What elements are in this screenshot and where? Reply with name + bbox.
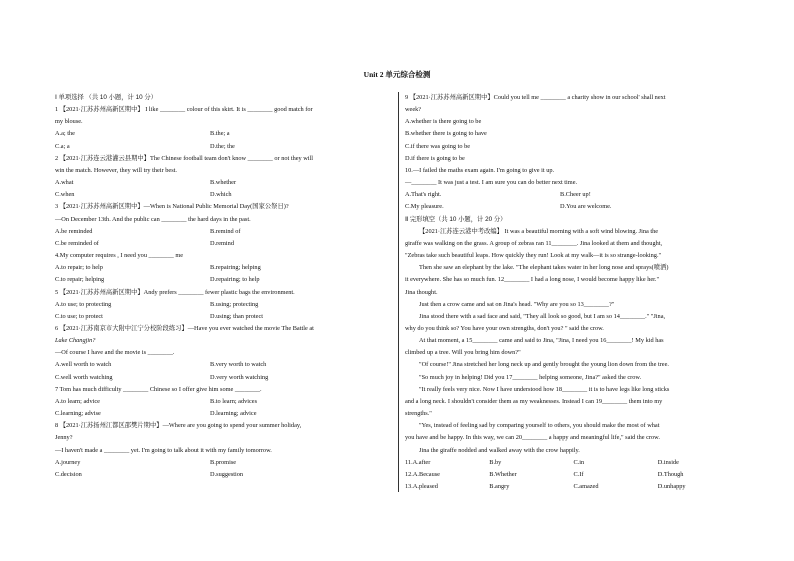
question-8-line: Jenny? bbox=[55, 434, 73, 442]
option-b: B.Cheer up! bbox=[560, 191, 591, 199]
question-10-line: —________ It was just a test. I am sure you can do better next time. bbox=[405, 179, 578, 187]
option-c: C.learning; advise bbox=[55, 410, 101, 418]
option-b: B.by bbox=[489, 458, 502, 466]
question-6-line: Lake Changjin? bbox=[55, 337, 96, 345]
question-13-options bbox=[405, 481, 742, 493]
option-d: D.the; the bbox=[210, 142, 235, 150]
question-3-line: 3 【2021·江苏苏州高新区期中】—When is National Public Memorial Day(国家公祭日)? bbox=[55, 203, 289, 211]
passage-line: climbed up a tree. Will you bring him down?" bbox=[405, 349, 521, 357]
option-d: D.which bbox=[210, 191, 232, 199]
question-11-options bbox=[405, 457, 742, 469]
option-c: C.when bbox=[55, 191, 75, 199]
option-b: B.the; a bbox=[210, 130, 230, 138]
question-10-line: 10.—I failed the maths exam again. I'm going to give it up. bbox=[405, 166, 555, 174]
passage-line: why do you think so? You have your own strengths, don't you? " said the crow. bbox=[405, 324, 604, 332]
option-b: B.repairing; helping bbox=[210, 264, 261, 272]
passage-line: "So much joy in helping! Did you 17________ helping someone, Jina?" asked the crow. bbox=[419, 373, 642, 381]
question-7-options bbox=[55, 396, 392, 408]
question-2-line: 2 【2021·江苏连云港灌云县期中】The Chinese football team don't know ________ or not they will bbox=[55, 154, 314, 162]
question-5-options bbox=[55, 311, 392, 323]
option-c: C.be reminded of bbox=[55, 239, 99, 247]
section-heading-single-choice: Ⅰ 单项选择 （共 10 小题，计 10 分） bbox=[55, 94, 157, 101]
question-7-options bbox=[55, 408, 392, 420]
option-d: D.learning; advice bbox=[210, 410, 257, 418]
option-c: C.to repair; helping bbox=[55, 276, 105, 284]
option-d: D.repairing; to help bbox=[210, 276, 260, 284]
option-b: B.angry bbox=[489, 483, 510, 490]
question-8-options bbox=[55, 457, 392, 469]
question-5-options bbox=[55, 299, 392, 311]
option-a: A.be reminded bbox=[55, 227, 93, 235]
question-1-line: my blouse. bbox=[55, 118, 83, 126]
question-2-options bbox=[55, 177, 392, 189]
passage-line: "Yes, instead of feeling sad by comparing yourself to others, you should make the most of what bbox=[419, 422, 660, 430]
column-divider bbox=[398, 92, 399, 492]
option-b: B.remind of bbox=[210, 227, 241, 235]
option-c: C.amazed bbox=[573, 483, 599, 490]
option-d: D.remind bbox=[210, 239, 234, 247]
question-10-options bbox=[405, 201, 742, 213]
option-b: B.Whether bbox=[489, 470, 517, 478]
question-4-options bbox=[55, 262, 392, 274]
passage-line: "Of course!" Jina stretched her long neck up and gently brought the young lion down from the tree. bbox=[419, 361, 669, 369]
option-b: B.to learn; advices bbox=[210, 397, 258, 405]
question-1-options bbox=[55, 141, 392, 153]
option-c: C.decision bbox=[55, 470, 82, 478]
passage-line: At that moment, a 15________ came and said to Jina, "Jina, I need you 16________! My kid has bbox=[419, 337, 664, 345]
option-b: B.promise bbox=[210, 458, 237, 466]
question-3-options bbox=[55, 226, 392, 238]
option-a: A.That's right. bbox=[405, 191, 442, 199]
question-4-options bbox=[55, 274, 392, 286]
option-a: A.to use; to protecting bbox=[55, 300, 112, 308]
question-8-options bbox=[55, 469, 392, 481]
option-a: A.what bbox=[55, 179, 74, 187]
option-c: C.My pleasure. bbox=[405, 203, 444, 211]
option-c: C.well worth watching bbox=[55, 373, 113, 381]
option-a: 12.A.Because bbox=[405, 470, 440, 478]
option-c: C.in bbox=[573, 458, 585, 466]
question-9-line: week? bbox=[405, 106, 422, 114]
document-title: Unit 2 单元综合检测 bbox=[363, 70, 431, 79]
question-9-option-a: A.whether is there going to be bbox=[405, 118, 482, 126]
question-12-options bbox=[405, 469, 742, 481]
question-10-options bbox=[405, 189, 742, 201]
passage-line: Jina stood there with a sad face and said, "They all look so good, but I am so 14________." "Jina, bbox=[419, 312, 666, 320]
question-8-line: —I haven't made a ________ yet. I'm going to talk about it with my family tomorrow. bbox=[55, 446, 272, 454]
option-b: B.whether bbox=[210, 179, 237, 187]
question-1-options bbox=[55, 128, 392, 140]
option-a: A.well worth to watch bbox=[55, 361, 112, 369]
option-d: D.You are welcome. bbox=[560, 203, 612, 211]
option-d: D.inside bbox=[657, 458, 679, 466]
section-heading-cloze: Ⅱ 完形填空（共 10 小题，计 20 分） bbox=[405, 215, 507, 223]
question-7-line: 7 Tom has much difficulty ________ Chinese so I offer give him some ________. bbox=[55, 385, 262, 393]
passage-line: "It really feels very nice. Now I have understood how 18________ it is to have legs like long sticks bbox=[419, 385, 670, 393]
question-5-line: 5 【2021·江苏苏州高新区期中】Andy prefers ________ fewer plastic bags the environment. bbox=[55, 288, 295, 296]
cloze-passage bbox=[405, 226, 742, 457]
passage-line: "Zebras take such beautiful leaps. How quickly they run! Look at my walk—it is so strange-looking." bbox=[405, 252, 662, 260]
question-6-options bbox=[55, 372, 392, 384]
left-column bbox=[55, 92, 392, 481]
question-6-options bbox=[55, 359, 392, 371]
passage-line: it everywhere. She has so much fun. 12________ I had a long nose, I would become happy like her." bbox=[405, 276, 660, 284]
question-4-line: 4.My computer requires , I need you ________ me bbox=[55, 252, 184, 260]
passage-line: you have and be happy. In this way, we can 20________ a happy and meaningful life," said the crow. bbox=[405, 434, 660, 442]
question-3-line: —On December 13th. And the public can ________ the hard days in the past. bbox=[55, 215, 251, 223]
option-a: A.to repair; to help bbox=[55, 264, 103, 272]
option-d: D.Though bbox=[657, 470, 684, 478]
passage-line: Then she saw an elephant by the lake. "The elephant takes water in her long nose and sprays(喷洒) bbox=[419, 264, 669, 272]
right-column bbox=[405, 92, 742, 493]
question-2-line: win the match. However, they will try their best. bbox=[55, 166, 177, 174]
option-a: A.journey bbox=[55, 458, 81, 466]
option-a: 13.A.pleased bbox=[405, 483, 438, 490]
question-8-line: 8 【2021·江苏扬州江都区邵樊片期中】—Where are you going to spend your summer holiday, bbox=[55, 422, 302, 430]
question-9-option-d: D.if there is going to be bbox=[405, 154, 465, 162]
question-2-options bbox=[55, 189, 392, 201]
passage-line: Just then a crow came and sat on Jina's head. "Why are you so 13________?" bbox=[419, 300, 615, 308]
question-9-option-c: C.if there was going to be bbox=[405, 142, 471, 150]
option-c: C.If bbox=[573, 470, 584, 478]
option-a: 11.A.after bbox=[405, 458, 431, 466]
option-b: B.using; protecting bbox=[210, 300, 259, 308]
option-c: C.a; a bbox=[55, 142, 70, 150]
option-d: D.unhappy bbox=[657, 483, 686, 490]
passage-line: giraffe was walking on the grass. A group of zebras ran 11________. Jina looked at them and thought, bbox=[405, 239, 663, 247]
passage-line: Jina thought. bbox=[405, 288, 438, 296]
passage-line: strengths." bbox=[405, 410, 432, 418]
question-9-line: 9 【2021·江苏苏州高新区期中】Could you tell me ________ a charity show in our school' shall next bbox=[405, 94, 666, 101]
option-c: C.to use; to protect bbox=[55, 312, 103, 320]
option-a: A.a; the bbox=[55, 130, 75, 138]
option-d: D.very worth watching bbox=[210, 373, 269, 381]
question-1-line: 1 【2021·江苏苏州高新区期中】 I like ________ colour of this skirt. It is ________ good match for bbox=[55, 106, 313, 114]
passage-line: Jina the giraffe nodded and walked away with the crow happily. bbox=[419, 446, 580, 454]
option-d: D.using; than protect bbox=[210, 312, 264, 320]
question-9-option-b: B.whether there is going to have bbox=[405, 130, 487, 138]
option-b: B.very worth to watch bbox=[210, 361, 267, 369]
option-d: D.suggestion bbox=[210, 470, 244, 478]
question-3-options bbox=[55, 238, 392, 250]
passage-line: and a long neck. I shouldn't consider them as my weaknesses. Instead I can 19________ them into my bbox=[405, 397, 663, 405]
option-a: A.to learn; advice bbox=[55, 397, 100, 405]
question-6-line: 6 【2021·江苏南京市大附中江宁分校阶段练习】—Have you ever watched the movie The Battle at bbox=[55, 324, 314, 332]
passage-line: 【2021·江苏连云港中考改编】 It was a beautiful morning with a soft wind blowing. Jina the bbox=[419, 227, 659, 235]
question-6-line: —Of course I have and the movie is ________. bbox=[55, 349, 175, 357]
